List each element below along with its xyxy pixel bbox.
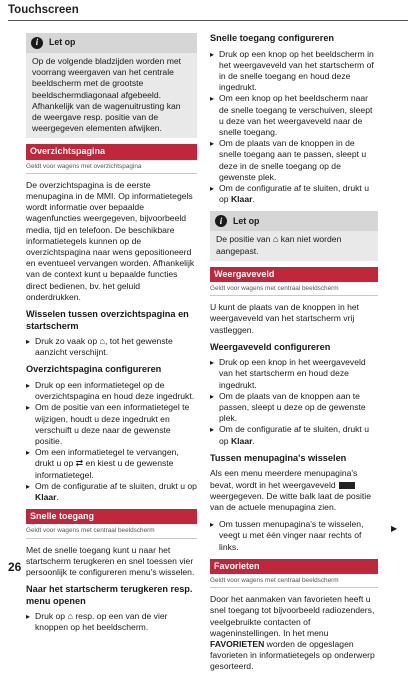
- section-subtitle: Geldt voor wagens met centraal beeldscherm: [26, 525, 197, 538]
- note-title: Let op: [49, 37, 76, 48]
- home-icon: ⌂: [99, 336, 105, 347]
- step-list: [210, 519, 378, 553]
- section-title-snelle-toegang: Snelle toegang: [26, 509, 197, 524]
- step-list: [26, 336, 197, 358]
- paragraph: Als een menu meerdere menupagina's bevat, wordt in het weergaveveld weergegeven. De witte balk laat de positie van de actuele menupagina zien.: [210, 468, 371, 512]
- swap-icon: ⇄: [75, 458, 84, 469]
- note-header: [210, 211, 378, 231]
- section-subtitle: Geldt voor wagens met overzichtspagina: [26, 161, 197, 174]
- page-number: 26: [8, 560, 22, 574]
- heading-config: Weergaveveld configureren: [210, 341, 331, 352]
- info-icon: i: [31, 37, 43, 49]
- heading-back: Naar het startscherm terugkeren resp. menu openen: [26, 584, 193, 606]
- note-box: [26, 33, 197, 138]
- left-column: [26, 33, 197, 640]
- step-list: [210, 49, 378, 206]
- header-title: Touchscreen: [8, 4, 79, 16]
- home-icon: ⌂: [67, 611, 73, 622]
- note-header: [26, 33, 197, 53]
- list-item: ▸ Om de configuratie af te sluiten, drukt u op Klaar.: [210, 424, 378, 446]
- page-header: [0, 0, 416, 22]
- info-icon: i: [215, 215, 227, 227]
- paragraph: Door het aanmaken van favorieten heeft u snel toegang tot bijvoorbeeld radiozenders, veelgebruikte contacten of wageninstellingen. In het menu FAVORIETEN worden de opgeslagen favorieten in informatietegels op onderwerp gesorteerd.: [210, 594, 375, 672]
- step-list: [26, 380, 197, 503]
- home-icon: ⌂: [272, 234, 279, 245]
- section-subtitle: Geldt voor wagens met centraal beeldscherm: [210, 575, 378, 588]
- heading-switch: Tussen menupagina's wisselen: [210, 452, 347, 463]
- list-item: ▸ Om een knop op het beeldscherm naar de snelle toegang te verschuiven, sleept u deze van het weergaveveld naar de snelle toegang.: [210, 93, 378, 138]
- paragraph: Met de snelle toegang kunt u naar het startscherm terugkeren en snel toessen vier persoonlijk te configureren menu's wisselen.: [26, 544, 195, 578]
- right-column: [210, 33, 378, 679]
- note-body: Op de volgende bladzijden worden met voorrang weergaven van het centrale beeldscherm met de grootste beeldschermdiagonaal afgebeeld. Afhankelijk van de wagenuitrusting kan de weergave resp. positie van de weergegeven elementen afwijken.: [26, 53, 197, 138]
- heading-config: Snelle toegang configureren: [210, 33, 335, 43]
- note-title: Let op: [233, 215, 260, 226]
- section-title-favorieten: Favorieten: [210, 559, 378, 574]
- section-title-weergaveveld: Weergaveveld: [210, 267, 378, 282]
- list-item: ▸ Om de configuratie af te sluiten, drukt u op Klaar.: [210, 183, 378, 205]
- heading-switch: Wisselen tussen overzichtspagina en startscherm: [26, 309, 189, 331]
- list-item: ▸ Om een informatietegel te vervangen, drukt u op ⇄ en kiest u de gewenste informatietegel.: [26, 447, 197, 481]
- list-item: ▸ Om de plaats van de knoppen aan te passen, sleept u deze op de gewenste plek.: [210, 391, 378, 425]
- step-list: [210, 357, 378, 447]
- paragraph: U kunt de plaats van de knoppen in het weergaveveld van het startscherm vrij vastleggen.: [210, 302, 360, 335]
- list-item: ▸ Druk op een knop in het weergaveveld van het startscherm en houd deze ingedrukt.: [210, 357, 378, 391]
- section-subtitle: Geldt voor wagens met centraal beeldscherm: [210, 283, 378, 296]
- heading-config: Overzichtspagina configureren: [26, 364, 162, 375]
- list-item: ▸ Druk op ⌂ resp. op een van de vier knoppen op het beeldscherm.: [26, 611, 197, 633]
- list-item: ▸ Druk op een knop op het beeldscherm in het weergaveveld van het startscherm of in de snelle toegang en houd deze ingedrukt.: [210, 49, 378, 94]
- continue-arrow-icon: ▶: [391, 524, 398, 533]
- list-item: ▸ Om de configuratie af te sluiten, drukt u op Klaar.: [26, 481, 197, 503]
- list-item: ▸ Druk op een informatietegel op de overzichtspagina en houd deze ingedrukt.: [26, 380, 197, 402]
- note-box: [210, 211, 378, 260]
- list-item: ▸ Druk zo vaak op ⌂, tot het gewenste aanzicht verschijnt.: [26, 336, 197, 358]
- list-item: ▸ Om de positie van een informatietegel te wijzigen, houdt u deze ingedrukt en verschuift u deze naar de gewenste positie.: [26, 402, 197, 447]
- note-body: De positie van ⌂ kan niet worden aangepast.: [210, 231, 378, 260]
- paragraph: De overzichtspagina is de eerste menupagina in de MMI. Op informatietegels wordt informatie over bepaalde wagenfuncties weergegeven, bijvoorbeeld media, tijd en telefoon. De beschikbare informatietegels kunnen op de overzichtspagina naar wens gepositioneerd en eventueel vervangen worden. Afhankelijk van de context kunt u bepaalde functies direct bedienen, bv. het geluid onderdrukken.: [26, 179, 195, 302]
- list-item: ▸ Om de plaats van de knoppen in de snelle toegang aan te passen, sleept u deze in de snelle toegang op de gewenste plek.: [210, 138, 378, 183]
- section-title-overzichtspagina: Overzichtspagina: [26, 144, 197, 159]
- page-indicator-icon: [339, 482, 355, 489]
- list-item: ▸ Om tussen menupagina's te wisselen, veegt u met één vinger naar rechts of links.: [210, 519, 378, 553]
- header-rule: [8, 20, 408, 21]
- step-list: [26, 611, 197, 633]
